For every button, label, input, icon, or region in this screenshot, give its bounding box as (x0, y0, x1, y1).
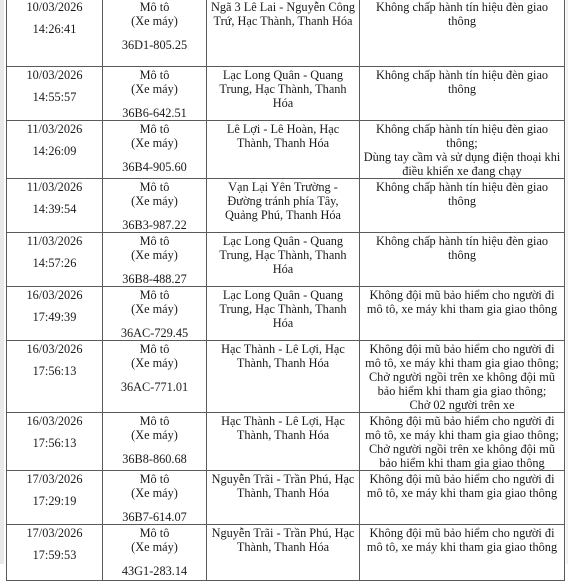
violation-text: Không đội mũ bảo hiểm cho người đi mô tô, xe máy khi tham gia giao thông; (365, 414, 559, 442)
location-cell: Vạn Lại Yên Trường - Đường tránh phía Tây, Quảng Phú, Thanh Hóa (207, 179, 360, 233)
table-row (7, 287, 565, 341)
violation-cell (360, 67, 565, 121)
vehicle-type: Mô tô (139, 180, 170, 194)
datetime-cell (7, 0, 103, 67)
license-plate: 36B6-642.51 (122, 106, 187, 120)
license-plate: 36AC-729.45 (120, 326, 189, 340)
vehicle-subtype: (Xe máy) (131, 136, 178, 150)
violation-text: Chở 02 người trên xe (409, 398, 515, 412)
location-cell: Hạc Thành - Lê Lợi, Hạc Thành, Thanh Hóa (207, 341, 360, 413)
datetime-cell (7, 121, 103, 179)
location-cell: Nguyễn Trãi - Trần Phú, Hạc Thành, Thanh Hóa (207, 525, 360, 581)
violation-text: Không chấp hành tín hiệu đèn giao thông; (375, 122, 549, 150)
vehicle-cell (103, 341, 207, 413)
violation-text: Không đội mũ bảo hiểm cho người đi mô tô, xe máy khi tham gia giao thông; (365, 342, 559, 370)
datetime-cell (7, 525, 103, 581)
license-plate: 36D1-805.25 (121, 38, 188, 52)
vehicle-type: Mô tô (139, 68, 170, 82)
violation-cell (360, 525, 565, 581)
location-cell: Hạc Thành - Lê Lợi, Hạc Thành, Thanh Hóa (207, 413, 360, 471)
violation-date: 16/03/2026 (26, 414, 83, 428)
violation-cell (360, 341, 565, 413)
violation-cell (360, 413, 565, 471)
table-row (7, 525, 565, 581)
violation-text: Không chấp hành tín hiệu đèn giao thông (375, 0, 549, 28)
license-plate: 36B7-614.07 (122, 510, 187, 524)
datetime-cell (7, 233, 103, 287)
violation-date: 10/03/2026 (26, 0, 83, 14)
datetime-cell (7, 67, 103, 121)
table-row (7, 179, 565, 233)
license-plate: 36B3-987.22 (122, 218, 187, 232)
vehicle-subtype: (Xe máy) (131, 356, 178, 370)
datetime-cell (7, 341, 103, 413)
violation-text: Chở người ngồi trên xe không đội mũ bảo hiểm khi tham gia giao thông; (368, 370, 555, 398)
violation-cell (360, 287, 565, 341)
table-row (7, 67, 565, 121)
violation-cell (360, 233, 565, 287)
violation-date: 11/03/2026 (26, 234, 83, 248)
vehicle-cell (103, 233, 207, 287)
vehicle-subtype: (Xe máy) (131, 194, 178, 208)
violation-cell (360, 179, 565, 233)
vehicle-subtype: (Xe máy) (131, 14, 178, 28)
location-cell: Nguyễn Trãi - Trần Phú, Hạc Thành, Thanh Hóa (207, 471, 360, 525)
vehicle-cell (103, 121, 207, 179)
violation-date: 17/03/2026 (26, 526, 83, 540)
vehicle-cell (103, 179, 207, 233)
datetime-cell (7, 287, 103, 341)
location-cell: Lạc Long Quân - Quang Trung, Hạc Thành, Thanh Hóa (207, 67, 360, 121)
table-row (7, 0, 565, 67)
vehicle-subtype: (Xe máy) (131, 428, 178, 442)
violation-text: Không chấp hành tín hiệu đèn giao thông (375, 68, 549, 96)
page-left-edge (0, 0, 4, 564)
violation-date: 16/03/2026 (26, 342, 83, 356)
vehicle-type: Mô tô (139, 472, 170, 486)
violation-time: 14:26:41 (32, 22, 77, 36)
license-plate: 36AC-771.01 (120, 380, 189, 394)
violation-date: 10/03/2026 (26, 68, 83, 82)
vehicle-cell (103, 67, 207, 121)
violation-time: 17:49:39 (32, 310, 77, 324)
table-row (7, 471, 565, 525)
violation-cell (360, 0, 565, 67)
violation-text: Không chấp hành tín hiệu đèn giao thông (375, 234, 549, 262)
violation-text: Không chấp hành tín hiệu đèn giao thông (375, 180, 549, 208)
vehicle-cell (103, 471, 207, 525)
violation-time: 17:59:53 (32, 548, 77, 562)
datetime-cell (7, 179, 103, 233)
violation-text: Dùng tay cầm và sử dụng điện thoại khi điều khiển xe đang chạy (363, 150, 561, 178)
violation-time: 17:29:19 (32, 494, 77, 508)
violation-time: 14:26:09 (32, 144, 77, 158)
vehicle-cell (103, 287, 207, 341)
violation-date: 11/03/2026 (26, 180, 83, 194)
vehicle-cell (103, 525, 207, 581)
location-cell: Lạc Long Quân - Quang Trung, Hạc Thành, Thanh Hóa (207, 287, 360, 341)
vehicle-type: Mô tô (139, 288, 170, 302)
vehicle-type: Mô tô (139, 0, 170, 14)
vehicle-type: Mô tô (139, 234, 170, 248)
violation-text: Không đội mũ bảo hiểm cho người đi mô tô, xe máy khi tham gia giao thông (366, 526, 558, 554)
violation-cell (360, 121, 565, 179)
violation-time: 14:57:26 (32, 256, 77, 270)
violation-date: 16/03/2026 (26, 288, 83, 302)
vehicle-type: Mô tô (139, 342, 170, 356)
vehicle-subtype: (Xe máy) (131, 540, 178, 554)
license-plate: 43G1-283.14 (121, 564, 188, 578)
table-row (7, 413, 565, 471)
violations-table-body (7, 0, 565, 581)
license-plate: 36B8-860.68 (122, 452, 187, 466)
location-cell: Lê Lợi - Lê Hoàn, Hạc Thành, Thanh Hóa (207, 121, 360, 179)
vehicle-type: Mô tô (139, 414, 170, 428)
location-cell: Ngã 3 Lê Lai - Nguyễn Công Trứ, Hạc Thành, Thanh Hóa (207, 0, 360, 67)
violation-time: 17:56:13 (32, 364, 77, 378)
violation-time: 14:39:54 (32, 202, 77, 216)
violation-text: Chở người ngồi trên xe không đội mũ bảo hiểm khi tham gia giao thông (368, 442, 555, 470)
license-plate: 36B8-488.27 (122, 272, 187, 286)
datetime-cell (7, 413, 103, 471)
location-cell: Lạc Long Quân - Quang Trung, Hạc Thành, Thanh Hóa (207, 233, 360, 287)
vehicle-cell (103, 413, 207, 471)
violations-table (6, 0, 565, 581)
vehicle-cell (103, 0, 207, 67)
violation-cell (360, 471, 565, 525)
vehicle-type: Mô tô (139, 526, 170, 540)
violation-time: 14:55:57 (32, 90, 77, 104)
vehicle-subtype: (Xe máy) (131, 82, 178, 96)
vehicle-subtype: (Xe máy) (131, 248, 178, 262)
vehicle-type: Mô tô (139, 122, 170, 136)
violation-date: 17/03/2026 (26, 472, 83, 486)
vehicle-subtype: (Xe máy) (131, 302, 178, 316)
license-plate: 36B4-905.60 (122, 160, 187, 174)
table-row (7, 121, 565, 179)
violation-text: Không đội mũ bảo hiểm cho người đi mô tô, xe máy khi tham gia giao thông (366, 472, 558, 500)
violation-text: Không đội mũ bảo hiểm cho người đi mô tô, xe máy khi tham gia giao thông (366, 288, 558, 316)
vehicle-subtype: (Xe máy) (131, 486, 178, 500)
table-row (7, 233, 565, 287)
table-row (7, 341, 565, 413)
datetime-cell (7, 471, 103, 525)
violation-time: 17:56:13 (32, 436, 77, 450)
violation-date: 11/03/2026 (26, 122, 83, 136)
